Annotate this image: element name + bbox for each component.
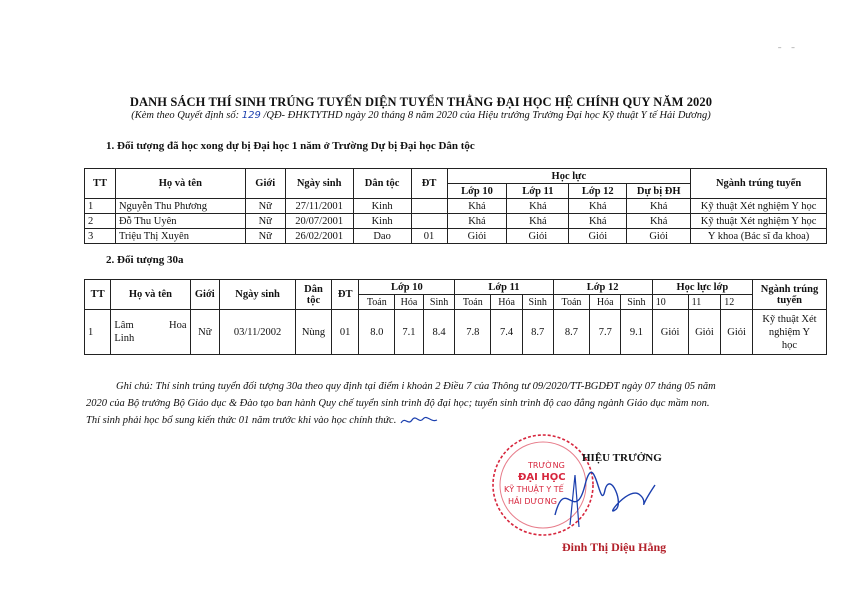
cell-l11-sinh: 8.7	[522, 310, 553, 355]
document-subtitle	[0, 110, 842, 121]
header-hoc-luc: Học lực	[447, 169, 691, 184]
section-1-heading: 1. Đối tượng đã học xong dự bị Đại học 1 năm ở Trường Dự bị Đại học Dân tộc	[106, 140, 475, 152]
cell-name: Đỗ Thu Uyên	[115, 214, 245, 229]
cell-l12-hoa: 7.7	[590, 310, 621, 355]
cell-l11-hoa: 7.4	[491, 310, 523, 355]
header-ethnic	[296, 280, 332, 310]
header-lop12: Lớp 12	[569, 184, 627, 199]
header-name: Họ và tên	[115, 169, 245, 199]
table-row	[85, 229, 827, 244]
cell-dob: 27/11/2001	[285, 199, 353, 214]
cell-gender: Nữ	[245, 229, 285, 244]
decision-number: 129	[241, 110, 261, 121]
subtitle-suffix: /QĐ- ĐHKTYTHD ngày 20 tháng 8 năm 2020 của Hiệu trưởng Trường Đại học Kỹ thuật Y tế Hải Dương)	[260, 110, 711, 121]
section-1-table	[84, 168, 827, 244]
stamp-line-2: ĐẠI HỌC	[518, 472, 566, 483]
cell-tt: 2	[85, 214, 116, 229]
cell-lop10: Khá	[447, 199, 507, 214]
name-last: Linh	[114, 333, 135, 344]
header-dt: ĐT	[331, 280, 358, 310]
stamp-line-3: KỸ THUẬT Y TẾ	[504, 485, 564, 494]
header-gender: Giới	[190, 280, 220, 310]
subtitle-prefix: (Kèm theo Quyết định số:	[131, 110, 242, 121]
subheader-toan: Toán	[359, 295, 395, 310]
subheader-sinh: Sinh	[621, 295, 653, 310]
cell-lop12: Khá	[569, 214, 627, 229]
header-lop10: Lớp 10	[447, 184, 507, 199]
table-row	[85, 214, 827, 229]
cell-dubi: Khá	[627, 199, 691, 214]
subheader-hoa: Hóa	[491, 295, 523, 310]
cell-dt	[411, 214, 447, 229]
header-dt: ĐT	[411, 169, 447, 199]
cell-major: Kỹ thuật Xét nghiệm Y học	[691, 214, 827, 229]
cell-hl10: Giỏi	[652, 310, 688, 355]
cell-l11-toan: 7.8	[455, 310, 491, 355]
cell-lop11: Khá	[507, 214, 569, 229]
subheader-hoa: Hóa	[590, 295, 621, 310]
note-block	[86, 378, 826, 429]
subheader-hoa: Hóa	[395, 295, 423, 310]
cell-ethnic: Kinh	[353, 214, 411, 229]
subheader-11: 11	[688, 295, 721, 310]
cell-dob: 03/11/2002	[220, 310, 296, 355]
cell-dob: 26/02/2001	[285, 229, 353, 244]
header-ethnic-line2: tộc	[306, 294, 321, 306]
header-major	[752, 280, 826, 310]
header-major: Ngành trúng tuyển	[691, 169, 827, 199]
cell-l12-toan: 8.7	[553, 310, 590, 355]
cell-dubi: Khá	[627, 214, 691, 229]
header-hoc-luc-lop: Học lực lớp	[652, 280, 752, 295]
cell-lop11: Khá	[507, 199, 569, 214]
note-line-2: 2020 của Bộ trưởng Bộ Giáo dục & Đào tạo ban hành Quy chế tuyển sinh trình độ đại học; tuyển sinh trình độ cao đẳng ngành Giáo dục mầm non.	[86, 398, 710, 409]
header-major-line1: Ngành trúng	[760, 283, 819, 295]
header-ethnic: Dân tộc	[353, 169, 411, 199]
cell-dt	[411, 199, 447, 214]
header-lop11: Lớp 11	[455, 280, 553, 295]
cell-ethnic: Kinh	[353, 199, 411, 214]
cell-dt: 01	[411, 229, 447, 244]
cell-gender: Nữ	[190, 310, 220, 355]
header-dubi: Dự bị ĐH	[627, 184, 691, 199]
name-mid: Hoa	[169, 320, 187, 331]
initials-scribble-icon	[399, 414, 439, 428]
major-line3: học	[781, 339, 798, 351]
cell-lop10: Giỏi	[447, 229, 507, 244]
cell-l10-hoa: 7.1	[395, 310, 423, 355]
cell-lop11: Giỏi	[507, 229, 569, 244]
section-2-heading: 2. Đối tượng 30a	[106, 254, 184, 266]
cell-major: Kỹ thuật Xét nghiệm Y học	[691, 199, 827, 214]
cell-l12-sinh: 9.1	[621, 310, 653, 355]
section-2-table	[84, 279, 827, 355]
header-dob: Ngày sinh	[220, 280, 296, 310]
header-lop11: Lớp 11	[507, 184, 569, 199]
note-line-1: Ghi chú: Thí sinh trúng tuyển đối tượng 30a theo quy định tại điểm i khoản 2 Điều 7 của Thông tư 09/2020/TT-BGDĐT ngày 07 tháng 05 năm	[116, 381, 716, 392]
subheader-toan: Toán	[455, 295, 491, 310]
stamp-line-4: HẢI DƯƠNG	[508, 497, 557, 506]
name-first: Lâm	[114, 320, 134, 331]
cell-lop12: Giỏi	[569, 229, 627, 244]
signer-name: Đinh Thị Diệu Hằng	[562, 540, 667, 554]
cell-ethnic: Nùng	[296, 310, 332, 355]
cell-hl12: Giỏi	[721, 310, 753, 355]
document-title: DANH SÁCH THÍ SINH TRÚNG TUYỂN DIỆN TUYỂN THẲNG ĐẠI HỌC HỆ CHÍNH QUY NĂM 2020	[129, 95, 713, 109]
subheader-sinh: Sinh	[423, 295, 455, 310]
note-line-3	[86, 412, 826, 429]
cell-dt: 01	[331, 310, 358, 355]
header-major-line2: tuyển	[776, 294, 803, 306]
handwritten-signature	[545, 455, 665, 535]
subheader-toan: Toán	[553, 295, 590, 310]
header-lop12: Lớp 12	[553, 280, 652, 295]
header-name: Họ và tên	[111, 280, 190, 310]
signer-role: HIỆU TRƯỞNG	[582, 452, 662, 464]
subheader-sinh: Sinh	[522, 295, 553, 310]
cell-dob: 20/07/2001	[285, 214, 353, 229]
cell-ethnic: Dao	[353, 229, 411, 244]
cell-major	[752, 310, 826, 355]
cell-l10-sinh: 8.4	[423, 310, 455, 355]
table-row	[85, 199, 827, 214]
cell-major: Y khoa (Bác sĩ đa khoa)	[691, 229, 827, 244]
header-tt: TT	[85, 280, 111, 310]
cell-lop12: Khá	[569, 199, 627, 214]
header-ethnic-line1: Dân	[304, 283, 323, 295]
cell-name: Triệu Thị Xuyên	[115, 229, 245, 244]
note-line-3-text: Thí sinh phải học bổ sung kiến thức 01 năm trước khi vào học chính thức.	[86, 415, 397, 426]
cell-tt: 1	[85, 199, 116, 214]
cell-l10-toan: 8.0	[359, 310, 395, 355]
major-line1: Kỹ thuật Xét	[762, 313, 817, 325]
cell-tt: 3	[85, 229, 116, 244]
cell-name	[111, 310, 190, 355]
corner-mark: ˗ ˗	[778, 42, 795, 53]
subheader-12: 12	[721, 295, 753, 310]
header-gender: Giới	[245, 169, 285, 199]
cell-hl11: Giỏi	[688, 310, 721, 355]
stamp-line-1: TRƯỜNG	[528, 461, 565, 470]
major-line2: nghiệm Y	[768, 326, 811, 338]
cell-name: Nguyễn Thu Phương	[115, 199, 245, 214]
cell-gender: Nữ	[245, 214, 285, 229]
header-dob: Ngày sinh	[285, 169, 353, 199]
subheader-10: 10	[652, 295, 688, 310]
cell-tt: 1	[85, 310, 111, 355]
cell-gender: Nữ	[245, 199, 285, 214]
cell-lop10: Khá	[447, 214, 507, 229]
table-row	[85, 310, 827, 355]
header-tt: TT	[85, 169, 116, 199]
header-lop10: Lớp 10	[359, 280, 455, 295]
cell-dubi: Giỏi	[627, 229, 691, 244]
